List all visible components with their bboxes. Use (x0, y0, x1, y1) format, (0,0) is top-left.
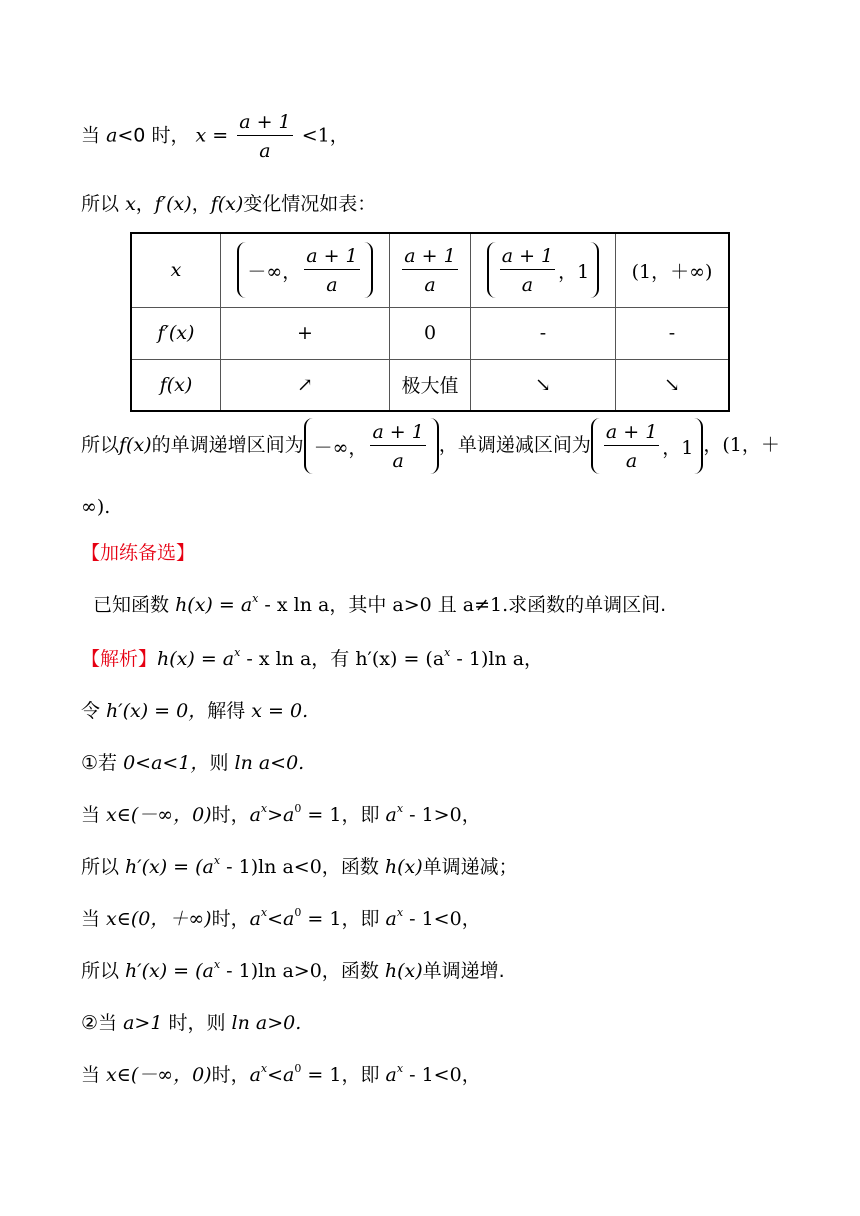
fraction: $\frac{a + 1}{a}$ (239, 111, 291, 162)
table-row-derivative (131, 307, 729, 359)
line-table-intro: 所以 x，f′(x)，f(x)变化情况如表： (81, 193, 377, 215)
case-1-line-2: 所以 $h'(x) = (a^x - 1)\ln$ a<0，函数 h(x)单调递减； (81, 854, 518, 878)
interval-bracket: －∞， $\frac{a + 1}{a}$ (304, 418, 439, 474)
table-cell: - (471, 307, 616, 359)
table-row-header (131, 233, 729, 307)
cell-x-label: x (131, 233, 221, 307)
table-cell: 0 (390, 307, 471, 359)
case-1-line-1: 当 x∈(－∞，0)时，$a^x>a^0 = 1$，即 $a^x - 1>0$， (81, 802, 481, 826)
interval-bracket: －∞， $\frac{a + 1}{a}$ (237, 242, 372, 298)
line-case-a-negative: 当 a<0 时， x = $\frac{a + 1}{a}$ <1， (81, 111, 349, 162)
fraction: $\frac{a + 1}{a}$ (306, 244, 358, 296)
solution-first-line: 【解析】$h(x) = a^x - x$ ln a，有 $h'(x) = (a^x - 1)\ln$ a， (81, 646, 544, 670)
solution-tag: 【解析】 (81, 648, 158, 670)
case-1-line-3: 当 x∈(0，＋∞)时，$a^x<a^0 = 1$，即 $a^x - 1<0$， (81, 906, 481, 930)
case-2-line-1: 当 x∈(－∞，0)时，$a^x<a^0 = 1$，即 $a^x - 1<0$， (81, 1062, 481, 1086)
variation-table (130, 232, 730, 412)
problem-statement: 已知函数 $h(x) = a^x - x$ ln a，其中 a>0 且 a≠1.求函数的单调区间. (93, 592, 667, 616)
table-cell: ↗ (221, 359, 390, 411)
table-row-function (131, 359, 729, 411)
fraction: $\frac{a + 1}{a}$ (404, 244, 456, 296)
case-2: ②当 a>1 时，则 ln a>0. (81, 1012, 302, 1034)
table-cell: ↘ (471, 359, 616, 411)
cell-fprime-label: f′(x) (131, 307, 221, 359)
cell-critical-point (390, 233, 471, 307)
table-cell: - (616, 307, 730, 359)
cell-interval-3: (1，＋∞) (616, 233, 730, 307)
table-cell: ↘ (616, 359, 730, 411)
line-infinity-cont: ∞). (81, 496, 111, 518)
interval-bracket: $\frac{a + 1}{a}$ ，1 (487, 242, 600, 298)
fraction: $\frac{a + 1}{a}$ (501, 244, 554, 296)
line-monotonic-intervals: 所以f(x)的单调递增区间为 －∞， $\frac{a + 1}{a}$ ，单调递减区间为 $\frac{a + 1}{a}$ ，1 ，(1，＋ (81, 418, 780, 474)
cell-interval-2 (471, 233, 616, 307)
table-cell: 极大值 (390, 359, 471, 411)
case-1: ①若 0<a<1，则 ln a<0. (81, 752, 305, 774)
fraction: $\frac{a + 1}{a}$ (605, 420, 658, 472)
cell-interval-1 (221, 233, 390, 307)
table-cell: + (221, 307, 390, 359)
section-heading: 【加练备选】 (81, 542, 196, 564)
fraction: $\frac{a + 1}{a}$ (372, 420, 424, 472)
case-1-line-4: 所以 $h'(x) = (a^x - 1)\ln$ a>0，函数 h(x)单调递增. (81, 958, 505, 982)
line-set-derivative: 令 h′(x) = 0，解得 x = 0. (81, 700, 309, 722)
interval-bracket: $\frac{a + 1}{a}$ ，1 (591, 418, 704, 474)
cell-f-label: f(x) (131, 359, 221, 411)
